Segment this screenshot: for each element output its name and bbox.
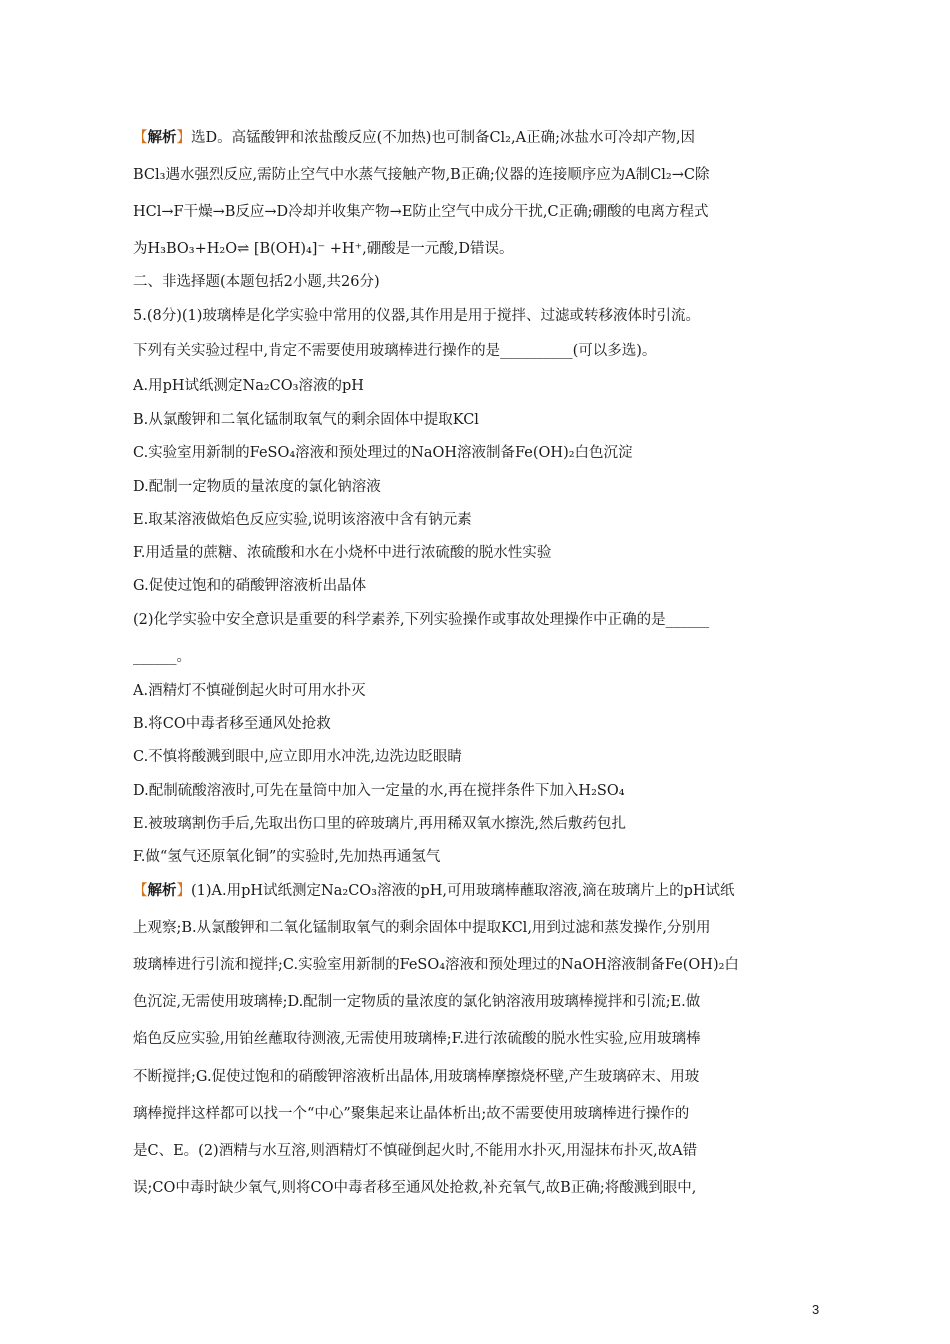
text-line: 焰色反应实验,用铂丝蘸取待测液,无需使用玻璃棒;F.进行浓硫酸的脱水性实验,应用玻璃棒 — [133, 1031, 701, 1047]
analysis-tag: 【解析】 — [133, 129, 191, 146]
option-a: A.用pH试纸测定Na₂CO₃溶液的pH — [133, 378, 364, 394]
text-line: 玻璃棒进行引流和搅拌;C.实验室用新制的FeSO₄溶液和预处理过的NaOH溶液制备Fe(OH)₂白 — [133, 957, 739, 973]
text-line: 色沉淀,无需使用玻璃棒;D.配制一定物质的量浓度的氯化钠溶液用玻璃棒搅拌和引流;E.做 — [133, 994, 701, 1010]
option-b: B.从氯酸钾和二氧化锰制取氧气的剩余固体中提取KCl — [133, 412, 479, 428]
analysis-tag: 【解析】 — [133, 882, 191, 899]
question-stem: 5.(8分)(1)玻璃棒是化学实验中常用的仪器,其作用是用于搅拌、过滤或转移液体时引流。 — [133, 308, 701, 324]
page-number: 3 — [812, 1302, 820, 1317]
text-line: 璃棒搅拌这样都可以找一个“中心”聚集起来让晶体析出;故不需要使用玻璃棒进行操作的 — [133, 1106, 690, 1122]
text-line: 误;CO中毒时缺少氧气,则将CO中毒者移至通风处抢救,补充氧气,故B正确;将酸溅到眼中, — [133, 1180, 697, 1196]
option-d: D.配制一定物质的量浓度的氯化钠溶液 — [133, 479, 381, 495]
text-line: BCl₃遇水强烈反应,需防止空气中水蒸气接触产物,B正确;仪器的连接顺序应为A制Cl₂→C除 — [133, 167, 710, 183]
question-stem: ______。 — [133, 649, 191, 665]
option-c: C.实验室用新制的FeSO₄溶液和预处理过的NaOH溶液制备Fe(OH)₂白色沉淀 — [133, 445, 633, 461]
text-line: 不断搅拌;G.促使过饱和的硝酸钾溶液析出晶体,用玻璃棒摩擦烧杯壁,产生玻璃碎末、用玻 — [133, 1069, 700, 1085]
option-f: F.做“氢气还原氧化铜”的实验时,先加热再通氢气 — [133, 849, 441, 865]
option-g: G.促使过饱和的硝酸钾溶液析出晶体 — [133, 578, 367, 594]
option-e: E.被玻璃割伤手后,先取出伤口里的碎玻璃片,再用稀双氧水擦洗,然后敷药包扎 — [133, 816, 627, 832]
text-line: HCl→F干燥→B反应→D冷却并收集产物→E防止空气中成分干扰,C正确;硼酸的电离方程式 — [133, 204, 709, 220]
text-line: 是C、E。(2)酒精与水互溶,则酒精灯不慎碰倒起火时,不能用水扑灭,用湿抹布扑灭,故A错 — [133, 1143, 698, 1159]
option-b: B.将CO中毒者移至通风处抢救 — [133, 716, 331, 732]
option-c: C.不慎将酸溅到眼中,应立即用水冲洗,边洗边眨眼睛 — [133, 749, 462, 765]
question-stem: (2)化学实验中安全意识是重要的科学素养,下列实验操作或事故处理操作中正确的是______ — [133, 612, 710, 628]
option-a: A.酒精灯不慎碰倒起火时可用水扑灭 — [133, 683, 366, 699]
question-stem: 下列有关实验过程中,肯定不需要使用玻璃棒进行操作的是__________(可以多选)。 — [133, 343, 657, 359]
text-line: 【解析】(1)A.用pH试纸测定Na₂CO₃溶液的pH,可用玻璃棒蘸取溶液,滴在玻璃片上的pH试纸 — [133, 882, 735, 899]
text-line: 【解析】选D。高锰酸钾和浓盐酸反应(不加热)也可制备Cl₂,A正确;冰盐水可冷却产物,因 — [133, 129, 696, 146]
option-e: E.取某溶液做焰色反应实验,说明该溶液中含有钠元素 — [133, 512, 472, 528]
text-line: 上观察;B.从氯酸钾和二氧化锰制取氧气的剩余固体中提取KCl,用到过滤和蒸发操作,分别用 — [133, 920, 711, 936]
section-heading: 二、非选择题(本题包括2小题,共26分) — [133, 274, 380, 290]
option-f: F.用适量的蔗糖、浓硫酸和水在小烧杯中进行浓硫酸的脱水性实验 — [133, 545, 552, 561]
option-d: D.配制硫酸溶液时,可先在量筒中加入一定量的水,再在搅拌条件下加入H₂SO₄ — [133, 783, 625, 799]
text-line: 为H₃BO₃+H₂O⇌ [B(OH)₄]⁻ +H⁺,硼酸是一元酸,D错误。 — [133, 241, 514, 257]
